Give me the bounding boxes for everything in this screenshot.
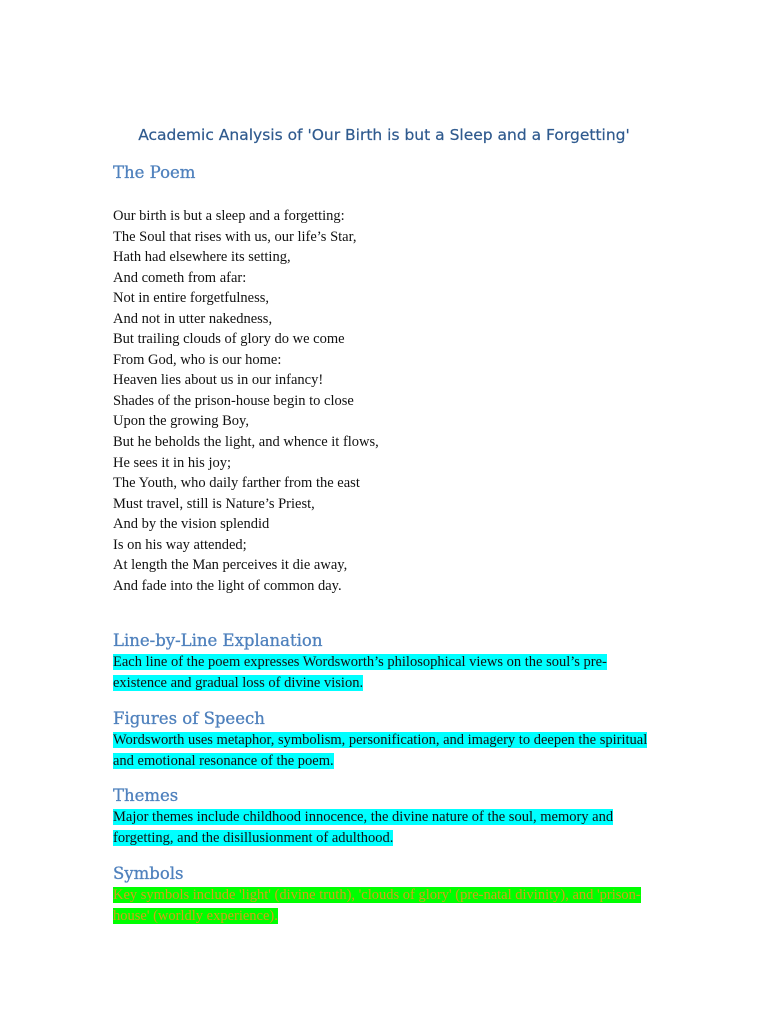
poem-line: But trailing clouds of glory do we come <box>113 331 345 348</box>
highlighted-text: Key symbols include 'light' (divine truth), 'clouds of glory' (pre-natal divinity), and 'prison-house' (worldly experience). <box>113 887 641 924</box>
poem-line: But he beholds the light, and whence it flows, <box>113 434 379 451</box>
poem-line: And cometh from afar: <box>113 269 247 286</box>
poem-line: And not in utter nakedness, <box>113 310 273 327</box>
paragraph-symbols <box>113 885 653 927</box>
poem-line: The Youth, who daily farther from the east <box>113 475 360 492</box>
poem-text <box>113 206 379 596</box>
poem-line: Our birth is but a sleep and a forgetting: <box>113 208 345 224</box>
poem-line: Not in entire forgetfulness, <box>113 290 269 307</box>
heading-themes: Themes <box>113 786 179 805</box>
paragraph-line-by-line <box>113 652 653 694</box>
poem-line: Hath had elsewhere its setting, <box>113 249 291 266</box>
paragraph-themes <box>113 807 653 849</box>
document-title: Academic Analysis of 'Our Birth is but a Sleep and a Forgetting' <box>138 126 630 144</box>
poem-line: From God, who is our home: <box>113 351 282 368</box>
poem-line: Is on his way attended; <box>113 536 247 553</box>
heading-figures-of-speech: Figures of Speech <box>113 709 265 728</box>
heading-line-by-line: Line-by-Line Explanation <box>113 631 323 650</box>
poem-line: Upon the growing Boy, <box>113 413 249 430</box>
highlighted-text: Wordsworth uses metaphor, symbolism, personification, and imagery to deepen the spiritual and emotional resonance of the poem. <box>113 732 648 769</box>
heading-symbols: Symbols <box>113 864 184 883</box>
highlighted-text: Major themes include childhood innocence, the divine nature of the soul, memory and forgetting, and the disillusionment of adulthood. <box>113 809 614 846</box>
poem-line: Shades of the prison-house begin to close <box>113 392 354 409</box>
poem-line: And fade into the light of common day. <box>113 577 342 594</box>
paragraph-figures-of-speech <box>113 730 653 772</box>
poem-line: And by the vision splendid <box>113 516 270 533</box>
poem-line: Heaven lies about us in our infancy! <box>113 372 324 389</box>
poem-line: Must travel, still is Nature’s Priest, <box>113 495 315 512</box>
poem-line: At length the Man perceives it die away, <box>113 557 348 574</box>
highlighted-text: Each line of the poem expresses Wordsworth’s philosophical views on the soul’s pre-existence and gradual loss of divine vision. <box>113 654 607 691</box>
poem-line: He sees it in his joy; <box>113 454 232 471</box>
poem-line: The Soul that rises with us, our life’s Star, <box>113 228 357 245</box>
heading-the-poem: The Poem <box>113 163 196 182</box>
